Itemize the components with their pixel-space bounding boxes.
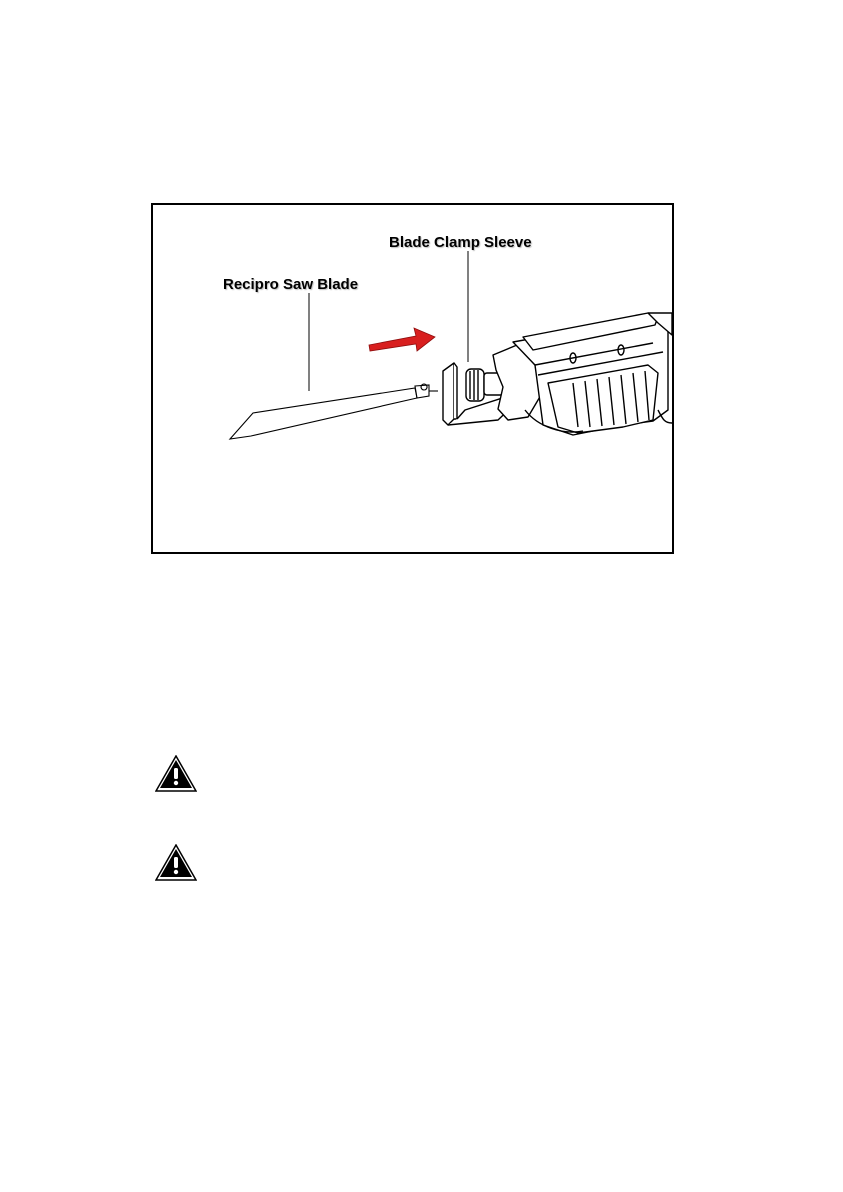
saw-blade-installation-illustration <box>153 205 672 552</box>
blade-clamp-sleeve-label: Blade Clamp Sleeve <box>389 234 532 251</box>
warning-triangle-icon <box>155 755 197 793</box>
figure-frame <box>151 203 674 554</box>
warning-triangle-icon <box>155 844 197 882</box>
insert-direction-arrow <box>369 328 435 351</box>
reciprocating-saw-body <box>443 313 672 435</box>
recipro-saw-blade-label: Recipro Saw Blade <box>223 276 359 293</box>
blade-clamp-sleeve <box>466 369 484 401</box>
recipro-saw-blade <box>230 384 438 439</box>
